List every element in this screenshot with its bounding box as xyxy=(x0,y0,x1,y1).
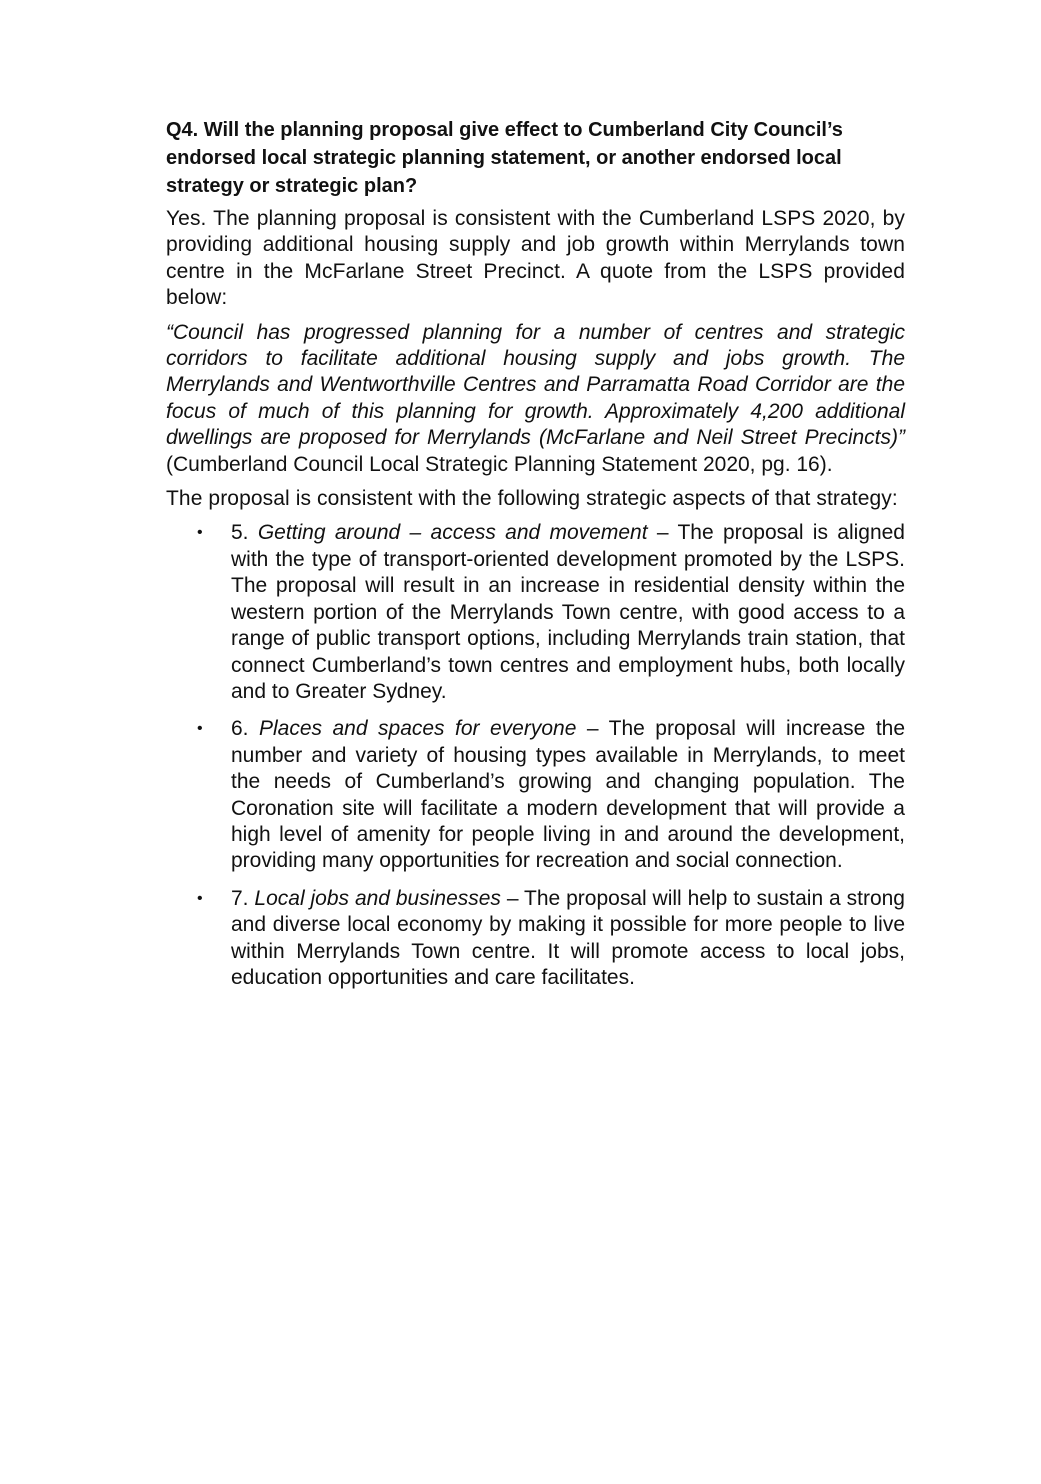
bullet-icon: • xyxy=(197,720,203,738)
strategic-aspects-list xyxy=(166,520,905,991)
item-number: 7. xyxy=(231,886,255,910)
quote-text: “Council has progressed planning for a number of centres and strategic corridors to facilitate additional housing supply and jobs growth. The Merrylands and Wentworthville Centres and Parramatta Road Corridor are the focus of much of this planning for growth. Approximately 4,200 additional dwellings are proposed for Merrylands (McFarlane and Neil Street Precincts)” xyxy=(166,320,905,450)
intro-paragraph: Yes. The planning proposal is consistent with the Cumberland LSPS 2020, by providing additional housing supply and job growth within Merrylands town centre in the McFarlane Street Precinct. A quote from the LSPS provided below: xyxy=(166,207,905,310)
page-content xyxy=(166,116,905,1002)
lsps-quote xyxy=(166,320,905,478)
item-number: 5. xyxy=(231,521,258,545)
consistency-paragraph: The proposal is consistent with the following strategic aspects of that strategy: xyxy=(166,487,898,511)
list-item xyxy=(166,716,905,874)
item-text: – The proposal is aligned with the type of transport-oriented development promoted by the LSPS. The proposal will result in an increase in residential density within the western portion of the Merrylands Town centre, with good access to a range of public transport options, including Merrylands train station, that connect Cumberland’s town centres and employment hubs, both locally and to Greater Sydney. xyxy=(231,521,905,703)
item-title: Places and spaces for everyone xyxy=(259,717,577,741)
list-item xyxy=(166,520,905,705)
bullet-icon: • xyxy=(197,524,203,542)
item-text: – The proposal will help to sustain a strong and diverse local economy by making it possible for more people to live within Merrylands Town centre. It will promote access to local jobs, education opportunities and care facilitates. xyxy=(231,886,905,989)
item-title: Getting around – access and movement xyxy=(257,521,648,545)
quote-citation: (Cumberland Council Local Strategic Planning Statement 2020, pg. 16). xyxy=(166,452,833,476)
question-heading: Q4. Will the planning proposal give effect to Cumberland City Council’s endorsed local strategic planning statement, or another endorsed local strategy or strategic plan? xyxy=(166,119,843,197)
bullet-icon: • xyxy=(197,889,203,907)
item-number: 6. xyxy=(231,717,259,741)
item-text: – The proposal will increase the number and variety of housing types available in Merrylands, to meet the needs of Cumberland’s growing and changing population. The Coronation site will facilitate a modern development that will provide a high level of amenity for people living in and around the development, providing many opportunities for recreation and social connection. xyxy=(231,717,906,873)
item-title: Local jobs and businesses xyxy=(254,886,501,910)
list-item xyxy=(166,886,905,992)
